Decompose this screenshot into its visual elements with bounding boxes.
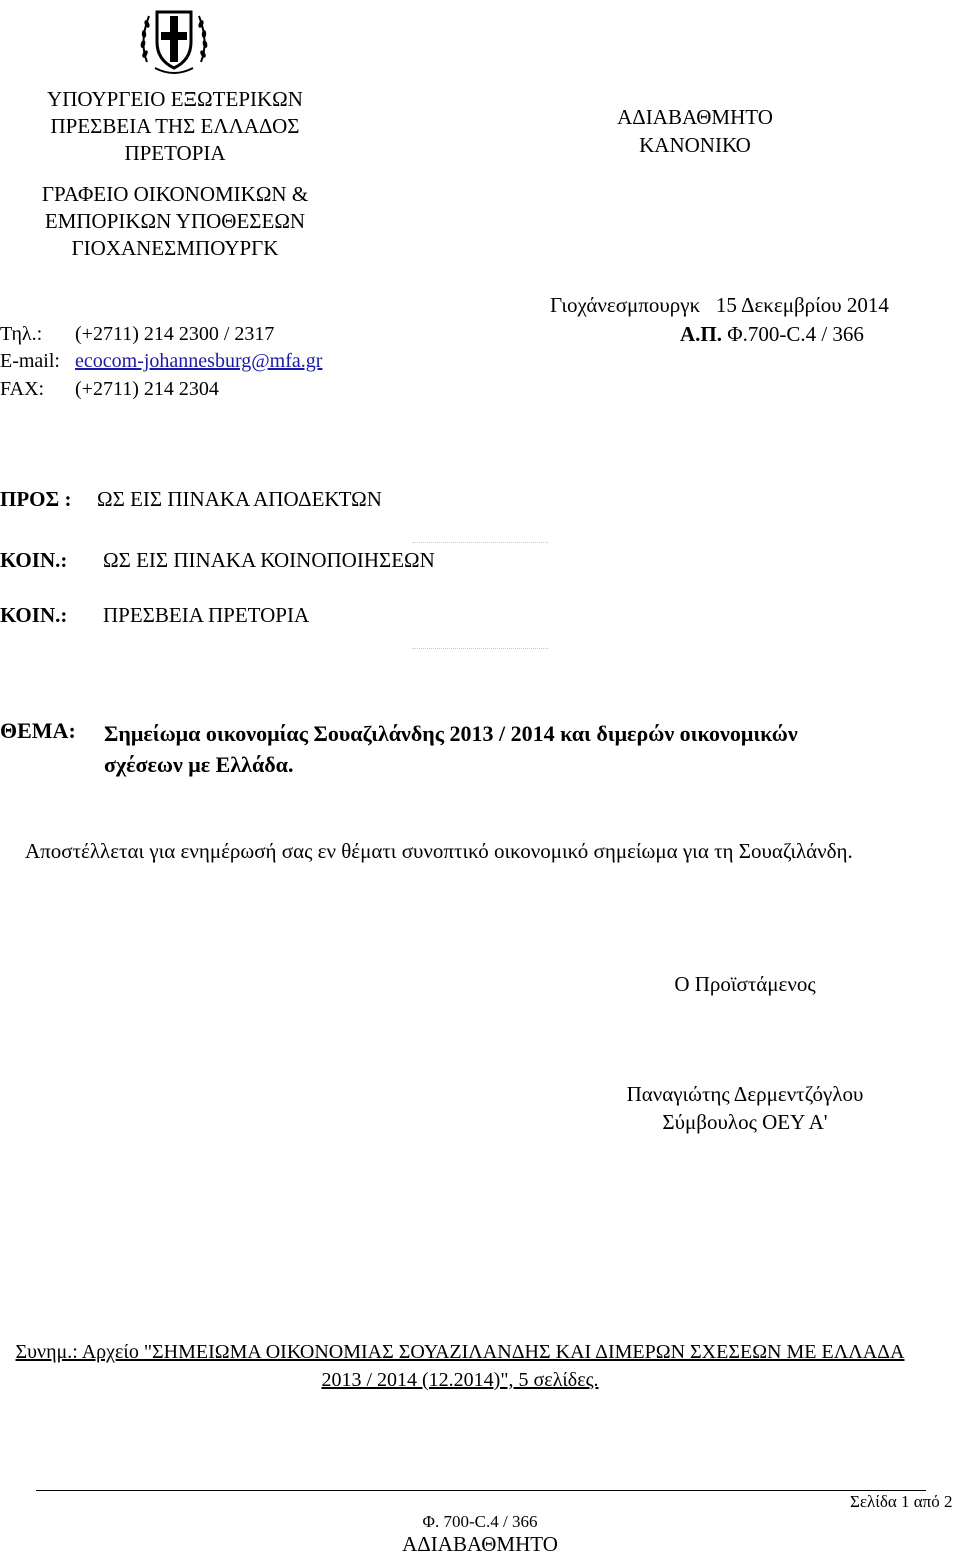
office-line-3: ΓΙΟΧΑΝΕΣΜΠΟΥΡΓΚ <box>71 236 279 260</box>
subject-label: ΘΕΜΑ: <box>0 718 76 743</box>
classification-block <box>575 103 815 159</box>
attachment-note: Συνημ.: Αρχείο "ΣΗΜΕΙΩΜΑ ΟΙΚΟΝΟΜΙΑΣ ΣΟΥΑΖΙΛΑΝΔΗΣ ΚΑΙ ΔΙΜΕΡΩΝ ΣΧΕΣΕΩΝ ΜΕ ΕΛΛΑΔΑ 2013 / 2014 (12.2014)", 5 σελίδες. <box>15 1341 905 1391</box>
fax-label: FAX: <box>0 378 45 400</box>
email-label: E-mail: <box>0 350 60 372</box>
signer-title: Ο Προϊστάμενος <box>674 972 816 996</box>
office-line-2: ΕΜΠΟΡΙΚΩΝ ΥΠΟΘΕΣΕΩΝ <box>44 209 306 233</box>
phone-value: (+2711) 214 2300 / 2317 <box>75 323 275 345</box>
ministry-header <box>10 86 340 167</box>
reference-prefix: Α.Π. <box>680 322 722 346</box>
classification-level: ΑΔΙΑΒΑΘΜΗΤΟ <box>617 105 773 129</box>
greek-coat-of-arms-icon <box>135 2 213 80</box>
phone-label: Τηλ.: <box>0 323 43 345</box>
faint-divider <box>412 648 548 649</box>
office-line-1: ΓΡΑΦΕΙΟ ΟΙΚΟΝΟΜΙΚΩΝ & <box>41 182 309 206</box>
ministry-name: ΥΠΟΥΡΓΕΙΟ ΕΞΩΤΕΡΙΚΩΝ <box>47 87 303 111</box>
footer-reference: Φ. 700-C.4 / 366 <box>422 1512 538 1531</box>
fax-row <box>0 377 219 401</box>
reference-number <box>680 322 864 347</box>
reference-value: Φ.700-C.4 / 366 <box>727 322 864 346</box>
office-header <box>10 181 340 262</box>
recipient-cc-value: ΩΣ ΕΙΣ ΠΙΝΑΚΑ ΚΟΙΝΟΠΟΙΗΣΕΩΝ <box>103 548 435 572</box>
recipient-cc-label: ΚΟΙΝ.: <box>0 548 68 572</box>
date-line: Γιοχάνεσμπουργκ 15 Δεκεμβρίου 2014 <box>550 293 889 317</box>
recipient-cc2-value: ΠΡΕΣΒΕΙΑ ΠΡΕΤΟΡΙΑ <box>103 603 310 627</box>
embassy-city: ΠΡΕΤΟΡΙΑ <box>124 141 226 165</box>
signer-name: Παναγιώτης Δερμεντζόγλου <box>626 1082 864 1106</box>
recipient-cc2-label: ΚΟΙΝ.: <box>0 603 68 627</box>
footer-rule <box>36 1490 926 1491</box>
priority-level: ΚΑΝΟΝΙΚΟ <box>639 133 751 157</box>
embassy-name: ΠΡΕΣΒΕΙΑ ΤΗΣ ΕΛΛΑΔΟΣ <box>50 114 300 138</box>
subject-text: Σημείωμα οικονομίας Σουαζιλάνδης 2013 / 2014 και διμερών οικονομικών σχέσεων με Ελλάδα. <box>104 721 798 777</box>
body-paragraph: Αποστέλλεται για ενημέρωσή σας εν θέματι συνοπτικό οικονομικό σημείωμα για τη Σουαζιλάνδη. <box>25 839 853 863</box>
recipient-to-label: ΠΡΟΣ : <box>0 487 72 511</box>
recipient-to-value: ΩΣ ΕΙΣ ΠΙΝΑΚΑ ΑΠΟΔΕΚΤΩΝ <box>97 487 382 511</box>
fax-value: (+2711) 214 2304 <box>75 378 219 400</box>
phone-row <box>0 322 274 346</box>
email-link[interactable]: ecocom-johannesburg@mfa.gr <box>75 350 323 372</box>
faint-divider <box>412 542 548 543</box>
page-number: Σελίδα 1 από 2 <box>850 1492 953 1511</box>
footer-classification: ΑΔΙΑΒΑΘΜΗΤΟ <box>402 1532 558 1556</box>
signer-role: Σύμβουλος ΟΕΥ Α' <box>662 1110 828 1134</box>
email-row <box>0 349 322 373</box>
